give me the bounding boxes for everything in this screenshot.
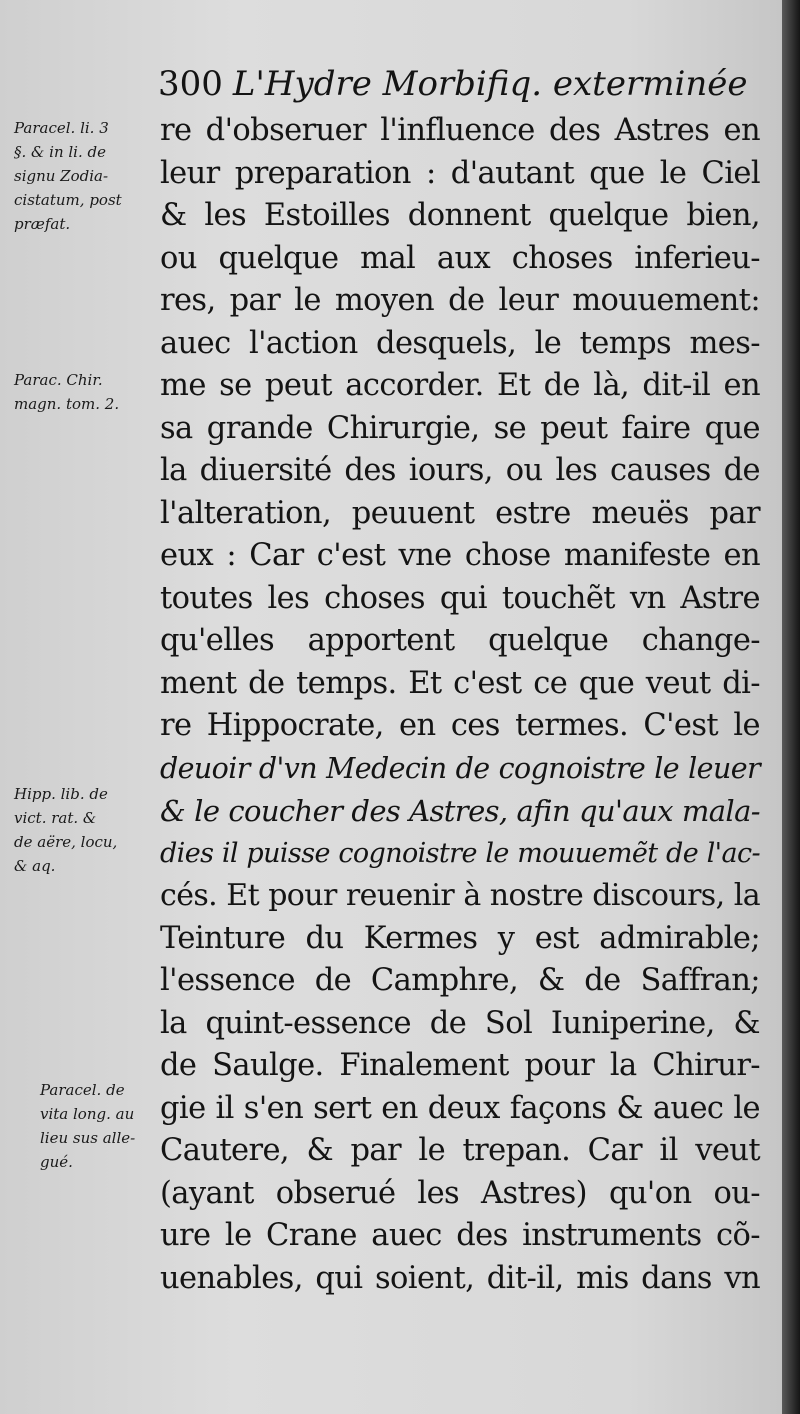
margin-note-line: signu Zodia- <box>14 167 109 185</box>
text-line: Teinture du Kermes y est admirable; <box>160 920 760 956</box>
text-line: cés. Et pour reuenir à nostre discours, la <box>160 878 760 913</box>
text-line: re d'obseruer l'influence des Astres en <box>160 113 760 148</box>
running-title: L'Hydre Morbifiq. exterminée <box>232 64 748 104</box>
page-number: 300 <box>158 64 223 104</box>
text-line: l'alteration, peuuent estre meuës par <box>160 495 760 531</box>
text-line: ou quelque mal aux choses inferieu- <box>160 240 760 276</box>
text-line: uenables, qui soient, dit-il, mis dans vn <box>160 1260 760 1296</box>
text-line: ure le Crane auec des instruments cõ- <box>160 1218 760 1253</box>
margin-note-line: Parac. Chir. <box>14 371 103 389</box>
text-line: la quint-essence de Sol Iuniperine, & <box>160 1005 760 1041</box>
text-line: qu'elles apportent quelque change- <box>160 623 760 658</box>
margin-note-line: vict. rat. & <box>14 809 97 827</box>
margin-note-line: & aq. <box>14 857 56 875</box>
text-line: la diuersité des iours, ou les causes de <box>160 453 760 488</box>
body-text <box>160 110 760 1300</box>
book-spine-edge <box>782 0 800 1414</box>
running-header <box>158 64 758 108</box>
margin-note-line: Hipp. lib. de <box>14 785 108 803</box>
text-line: re Hippocrate, en ces termes. C'est le <box>160 708 760 743</box>
margin-note-line: gué. <box>40 1153 73 1171</box>
text-line: sa grande Chirurgie, se peut faire que <box>160 410 760 446</box>
margin-note-line: §. & in li. de <box>14 143 106 161</box>
margin-note-line: vita long. au <box>40 1105 135 1123</box>
margin-note-line: cistatum, post <box>14 191 122 209</box>
text-line: auec l'action desquels, le temps mes- <box>160 325 760 361</box>
margin-note-line: de aëre, locu, <box>14 833 118 851</box>
margin-note-line: lieu sus alle- <box>40 1129 136 1147</box>
text-line: (ayant obserué les Astres) qu'on ou- <box>160 1175 760 1211</box>
text-line: gie il s'en sert en deux façons & auec le <box>160 1090 760 1126</box>
italic-quote-line: dies il puisse cognoistre le mouuemẽt de l'ac- <box>160 837 760 869</box>
text-line: me se peut accorder. Et de là, dit-il en <box>160 368 760 403</box>
margin-note-line: Paracel. de <box>40 1081 125 1099</box>
margin-note <box>14 368 154 416</box>
margin-note-line: magn. tom. 2. <box>14 395 120 413</box>
text-line: & les Estoilles donnent quelque bien, <box>160 198 760 233</box>
text-line: l'essence de Camphre, & de Saffran; <box>160 963 760 998</box>
margin-note <box>14 116 154 236</box>
text-line: leur preparation : d'autant que le Ciel <box>160 155 760 191</box>
text-line: ment de temps. Et c'est ce que veut di- <box>160 665 760 701</box>
italic-quote-line: deuoir d'vn Medecin de cognoistre le leuer <box>160 751 760 785</box>
text-line: res, par le moyen de leur mouuement: <box>160 283 760 318</box>
text-line: Cautere, & par le trepan. Car il veut <box>160 1133 760 1168</box>
text-line: eux : Car c'est vne chose manifeste en <box>160 538 760 573</box>
margin-note-line: præfat. <box>14 215 71 233</box>
italic-quote-line: & le coucher des Astres, afin qu'aux mala- <box>160 794 760 828</box>
margin-note-line: Paracel. li. 3 <box>14 119 109 137</box>
margin-note <box>40 1078 180 1174</box>
text-line: de Saulge. Finalement pour la Chirur- <box>160 1048 760 1083</box>
text-line: toutes les choses qui touchẽt vn Astre <box>160 580 760 616</box>
margin-note <box>14 782 154 878</box>
